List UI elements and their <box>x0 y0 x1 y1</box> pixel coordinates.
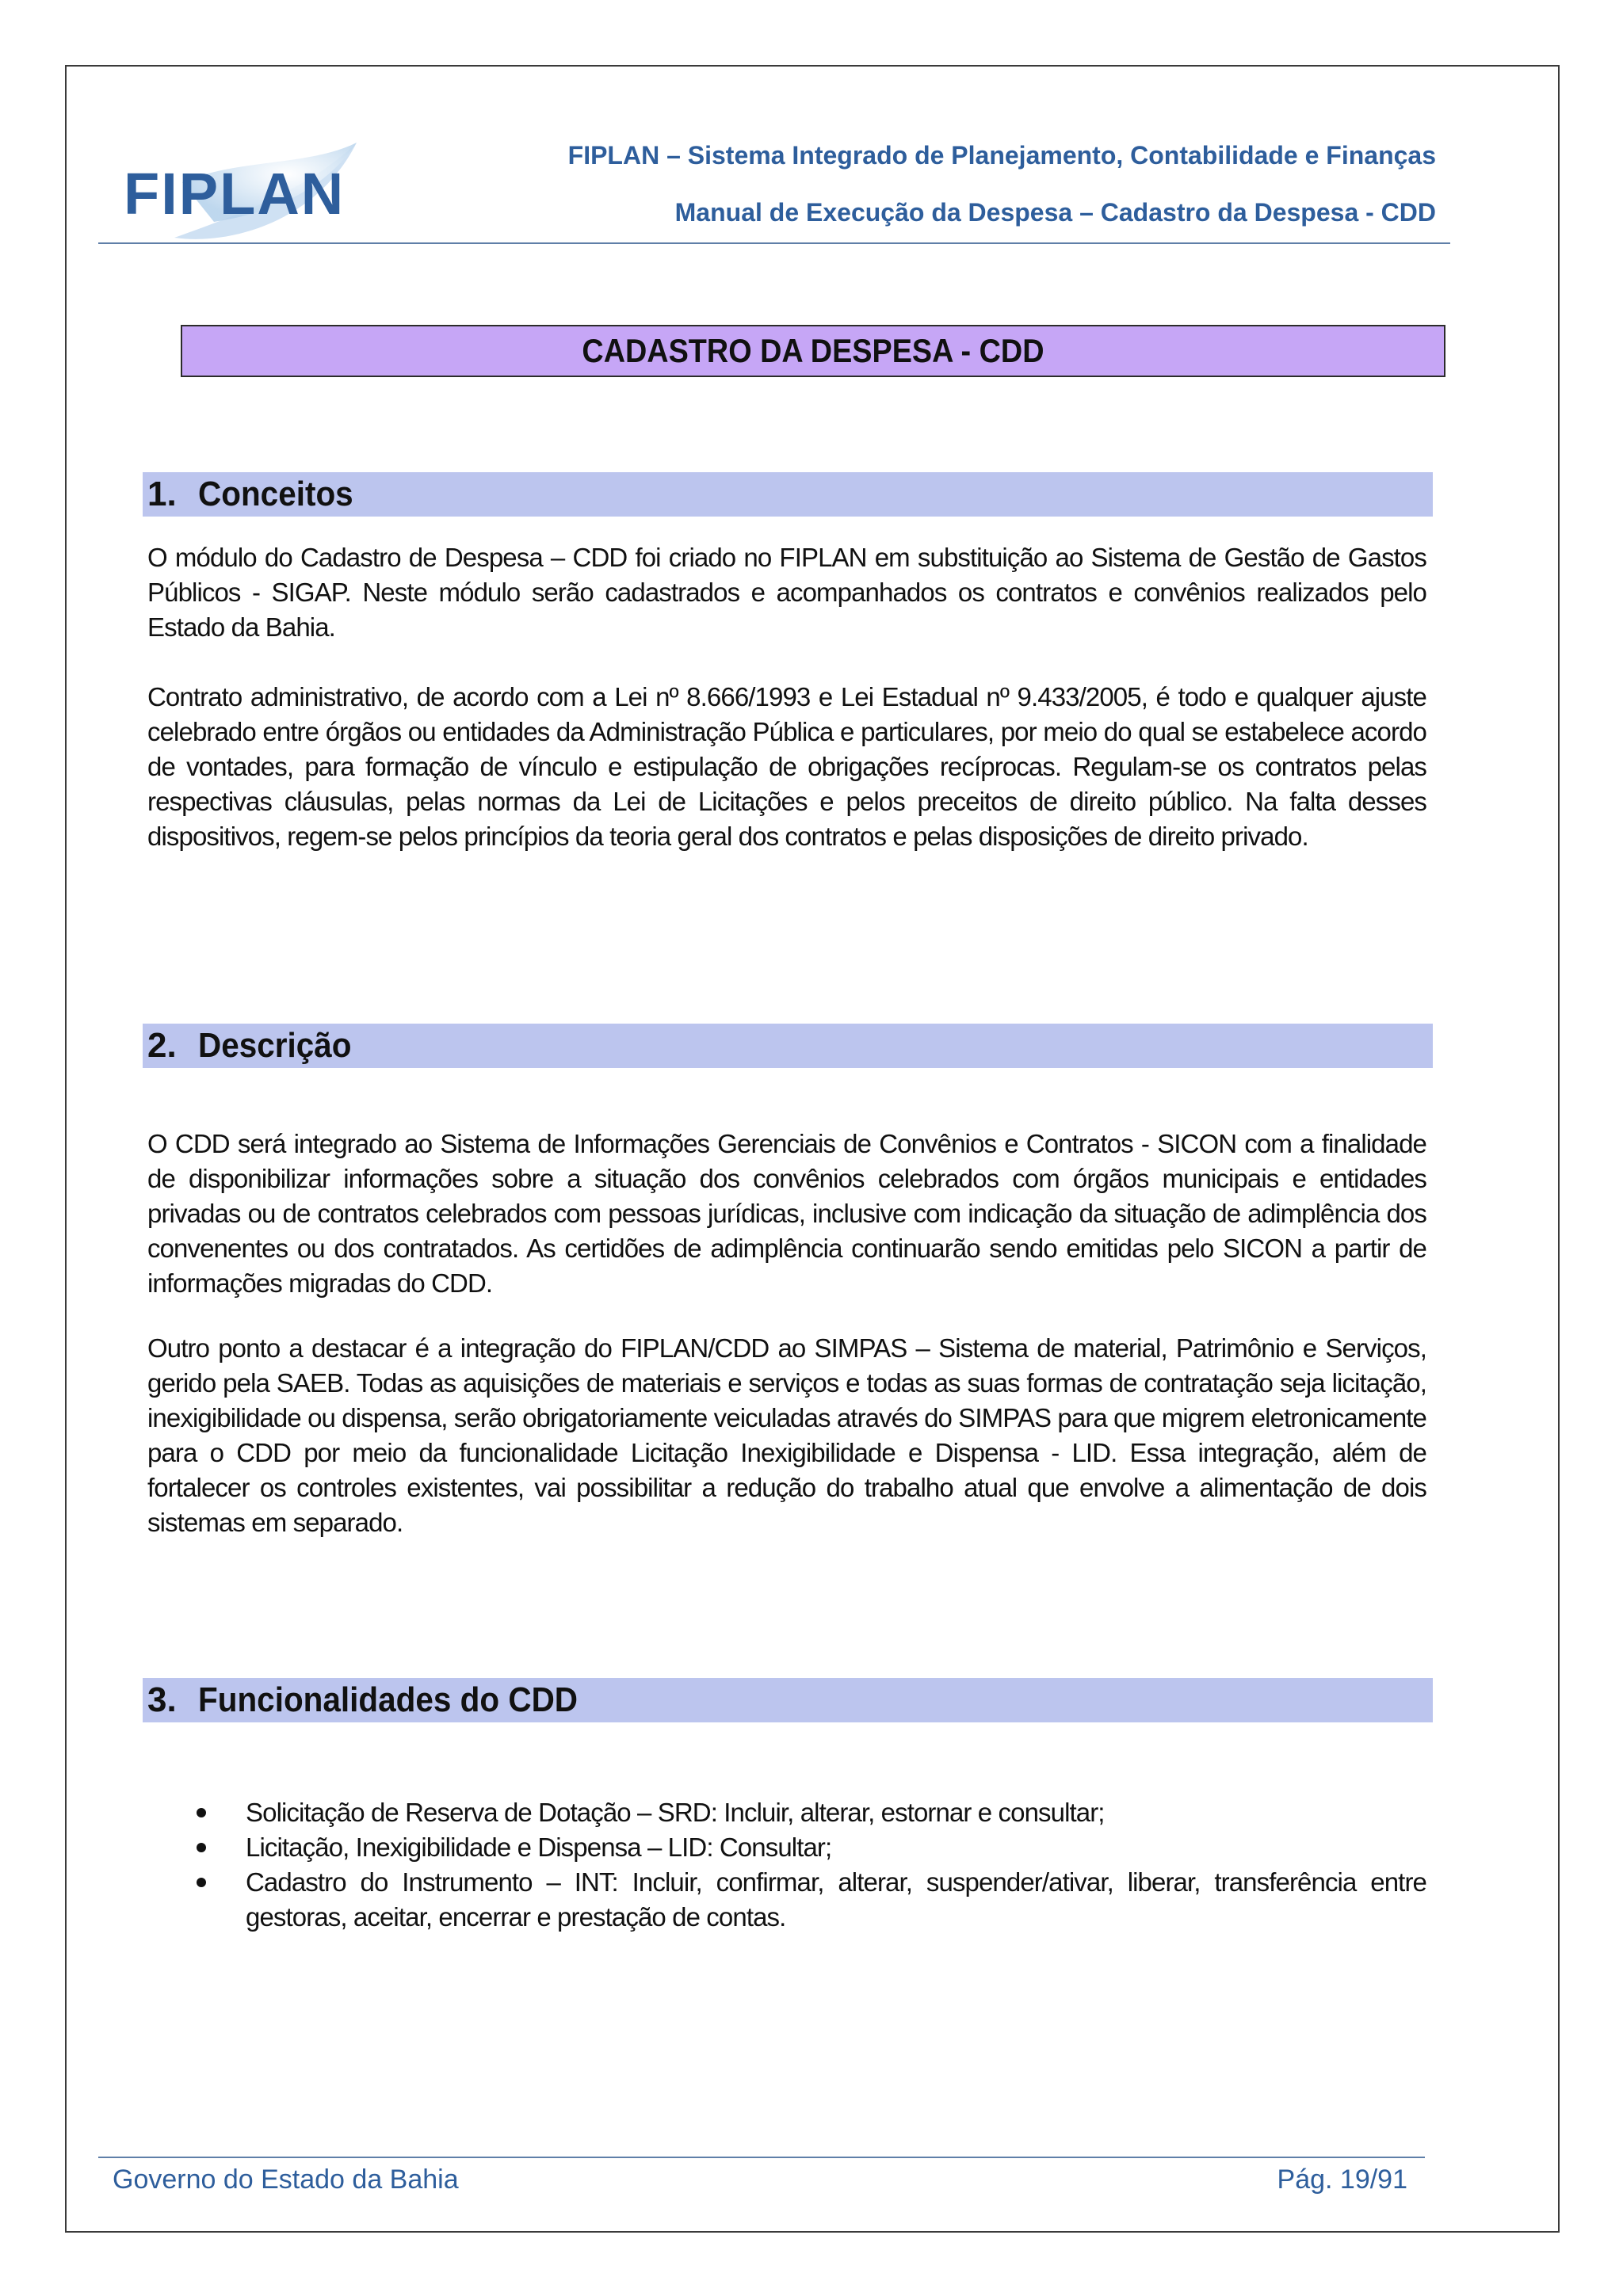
section-number: 1. <box>147 475 177 513</box>
footer-organization: Governo do Estado da Bahia <box>113 2164 459 2195</box>
bullet-icon <box>197 1878 206 1887</box>
footer-divider <box>98 2157 1425 2158</box>
bullet-icon <box>197 1843 206 1852</box>
section-heading-funcionalidades <box>143 1678 1433 1722</box>
section-heading-conceitos <box>143 472 1433 517</box>
paragraph: Contrato administrativo, de acordo com a Lei nº 8.666/1993 e Lei Estadual nº 9.433/2005, é todo e qualquer ajuste celebrado entre órgãos ou entidades da Administração Pública e particulares, por meio do qual se estabelece acordo de vontades, para formação de vínculo e estipulação de obrigações recíprocas. Regulam-se os contratos pelas respectivas cláusulas, pelas normas da Lei de Licitações e pelos preceitos de direito público. Na falta desses dispositivos, regem-se pelos princípios da teoria geral dos contratos e pelas disposições de direito privado. <box>147 682 1426 851</box>
bullet-icon <box>197 1808 206 1817</box>
paragraph: O módulo do Cadastro de Despesa – CDD foi criado no FIPLAN em substituição ao Sistema de Gestão de Gastos Públicos - SIGAP. Neste módulo serão cadastrados e acompanhados os contratos e convênios realizados pelo Estado da Bahia. <box>147 543 1426 642</box>
list-item-text: Licitação, Inexigibilidade e Dispensa – LID: Consultar; <box>246 1833 832 1862</box>
paragraph: O CDD será integrado ao Sistema de Informações Gerenciais de Convênios e Contratos - SICON com a finalidade de disponibilizar informações sobre a situação dos convênios celebrados com órgãos municipais e entidades privadas ou de contratos celebrados com pessoas jurídicas, inclusive com indicação da situação de adimplência dos convenentes ou dos contratados. As certidões de adimplência continuarão sendo emitidas pelo SICON a partir de informações migradas do CDD. <box>147 1129 1426 1298</box>
fiplan-logo <box>119 127 380 246</box>
list-item <box>147 1830 1426 1865</box>
list-item <box>147 1795 1426 1830</box>
section-title: Conceitos <box>198 475 353 513</box>
paragraph: Outro ponto a destacar é a integração do FIPLAN/CDD ao SIMPAS – Sistema de material, Patrimônio e Serviços, gerido pela SAEB. Todas as aquisições de materiais e serviços e todas as suas formas de contratação seja licitação, inexigibilidade ou dispensa, serão obrigatoriamente veiculadas através do SIMPAS para que migrem eletronicamente para o CDD por meio da funcionalidade Licitação Inexigibilidade e Dispensa - LID. Essa integração, além de fortalecer os controles existentes, vai possibilitar a redução do trabalho atual que envolve a alimentação de dois sistemas em separado. <box>147 1333 1426 1537</box>
header-manual-title: Manual de Execução da Despesa – Cadastro da Despesa - CDD <box>674 198 1436 227</box>
list-item <box>147 1865 1426 1935</box>
section-number: 3. <box>147 1680 177 1719</box>
header-divider <box>98 242 1450 244</box>
footer-page-number: Pág. 19/91 <box>1277 2164 1407 2195</box>
header-system-name: FIPLAN – Sistema Integrado de Planejamento, Contabilidade e Finanças <box>567 141 1436 170</box>
section-title: Descrição <box>198 1026 352 1065</box>
section-heading-descricao <box>143 1024 1433 1068</box>
document-title: CADASTRO DA DESPESA - CDD <box>181 325 1445 377</box>
section-title: Funcionalidades do CDD <box>198 1680 579 1719</box>
list-item-text: Cadastro do Instrumento – INT: Incluir, confirmar, alterar, suspender/ativar, liberar, transferência entre gestoras, aceitar, encerrar e prestação de contas. <box>246 1867 1426 1932</box>
functionality-list <box>147 1795 1426 1935</box>
svg-text:FIPLAN: FIPLAN <box>124 161 346 227</box>
section-number: 2. <box>147 1026 177 1065</box>
list-item-text: Solicitação de Reserva de Dotação – SRD: Incluir, alterar, estornar e consultar; <box>246 1798 1105 1827</box>
